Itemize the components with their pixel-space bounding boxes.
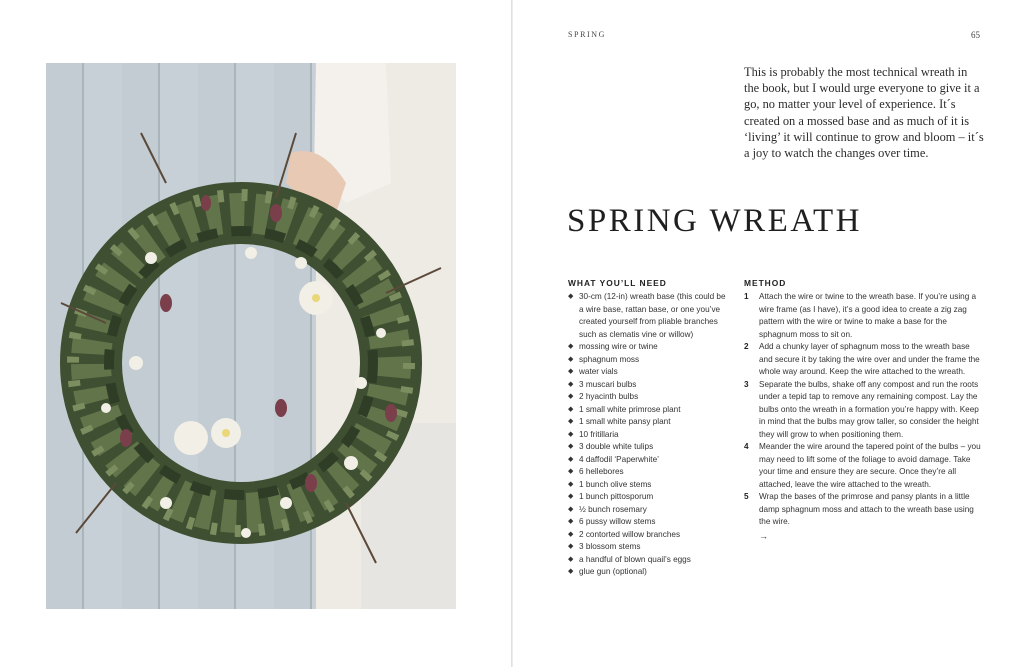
list-item-text: 1 bunch olive stems: [579, 479, 652, 489]
bullet-icon: ◆: [568, 430, 574, 438]
step-number: 1: [744, 292, 749, 301]
step-number: 5: [744, 492, 749, 501]
list-item: [568, 416, 728, 429]
list-item: [568, 566, 728, 579]
list-item-text: sphagnum moss: [579, 354, 640, 364]
list-item-text: water vials: [579, 367, 618, 376]
method-step: [744, 379, 984, 442]
list-item: [568, 291, 728, 341]
bullet-icon: ◆: [568, 468, 574, 475]
bullet-icon: ◆: [568, 393, 574, 400]
bullet-icon: ◆: [568, 443, 574, 450]
list-item-text: a handful of blown quail’s eggs: [579, 554, 691, 564]
page-gutter: [511, 0, 513, 667]
step-text: Separate the bulbs, shake off any compost and run the roots under a tepid tap to remove any remaining compost. Lay the bulbs onto the wreath in a formation you’re happy with. Keep in mind that the bulbs may grow taller, so consider the height they will grow to when positioning them.: [759, 379, 979, 439]
bullet-icon: ◆: [568, 293, 574, 300]
list-item-text: 1 small white primrose plant: [579, 404, 681, 414]
page-number: 65: [971, 30, 980, 40]
method-step: [744, 491, 984, 529]
list-item: [568, 354, 728, 367]
list-item: [568, 404, 728, 417]
bullet-icon: ◆: [568, 505, 574, 513]
list-item: [568, 491, 728, 504]
list-item: [568, 479, 728, 492]
intro-paragraph: This is probably the most technical wreath in the book, but I would urge everyone to give it a go, no matter your level of experience. It´s created on a mossed base and as much of it is ‘living’ it will continue to grow and bloom – it´s a joy to watch the changes over time.: [744, 65, 984, 161]
wreath-illustration: [46, 63, 456, 609]
method-heading: METHOD: [744, 278, 787, 288]
needs-list: [568, 291, 728, 579]
list-item-text: 1 small white pansy plant: [579, 417, 671, 426]
bullet-icon: ◆: [568, 405, 574, 413]
list-item: [568, 541, 728, 554]
bullet-icon: ◆: [568, 418, 574, 425]
bullet-icon: ◆: [568, 380, 574, 388]
list-item-text: glue gun (optional): [579, 567, 647, 576]
bullet-icon: ◆: [568, 455, 574, 463]
method-step: [744, 341, 984, 379]
running-head: SPRING: [568, 30, 607, 39]
list-item-text: 2 hyacinth bulbs: [579, 392, 639, 401]
step-text: Wrap the bases of the primrose and pansy plants in a little damp sphagnum moss and attach to the wreath base using the wire.: [759, 492, 974, 526]
list-item-text: 3 muscari bulbs: [579, 379, 637, 389]
continue-arrow-icon: →: [759, 530, 768, 541]
list-item-text: 3 double white tulips: [579, 442, 654, 451]
needs-heading: WHAT YOU’LL NEED: [568, 278, 667, 288]
list-item-text: 3 blossom stems: [579, 542, 641, 551]
list-item: [568, 366, 728, 379]
bullet-icon: ◆: [568, 343, 574, 350]
wreath-photo: [46, 63, 456, 609]
list-item-text: ½ bunch rosemary: [579, 504, 647, 514]
list-item-text: 30-cm (12-in) wreath base (this could be a wire base, rattan base, or one you’ve created yourself from pliable branches such as clematis vine or willow): [579, 292, 726, 339]
step-text: Meander the wire around the tapered point of the bulbs – you may need to lift some of the foliage to avoid damage. Take your time and ensure they are secure. Once they’re all attached, leave the wire attached to the wreath.: [759, 442, 981, 489]
list-item: [568, 454, 728, 467]
list-item-text: mossing wire or twine: [579, 342, 658, 351]
bullet-icon: ◆: [568, 568, 574, 575]
bullet-icon: ◆: [568, 555, 574, 563]
bullet-icon: ◆: [568, 480, 574, 488]
bullet-icon: ◆: [568, 543, 574, 550]
list-item-text: 6 hellebores: [579, 467, 624, 476]
step-number: 2: [744, 342, 749, 351]
method-step: [744, 441, 984, 491]
list-item: [568, 441, 728, 454]
list-item-text: 1 bunch pittosporum: [579, 492, 654, 501]
list-item-text: 10 fritillaria: [579, 429, 619, 439]
list-item: [568, 379, 728, 392]
list-item-text: 4 daffodil ‘Paperwhite’: [579, 454, 659, 464]
bullet-icon: ◆: [568, 355, 574, 363]
bullet-icon: ◆: [568, 518, 574, 525]
list-item: [568, 341, 728, 354]
step-number: 3: [744, 379, 749, 389]
step-text: Attach the wire or twine to the wreath base. If you’re using a wire frame (as I have), it’s a good idea to create a zig zag pattern with the wire or twine to make a base for the sphagnum moss to sit on.: [759, 292, 977, 339]
method-steps: [744, 291, 984, 529]
list-item: [568, 504, 728, 517]
list-item-text: 2 contorted willow branches: [579, 529, 681, 539]
needs-column: [568, 278, 728, 579]
page-title: SPRING WREATH: [567, 203, 863, 239]
method-step: [744, 291, 984, 341]
step-number: 4: [744, 442, 749, 451]
bullet-icon: ◆: [568, 530, 574, 538]
list-item: [568, 429, 728, 442]
list-item: [568, 529, 728, 542]
bullet-icon: ◆: [568, 368, 574, 375]
bullet-icon: ◆: [568, 493, 574, 500]
step-text: Add a chunky layer of sphagnum moss to the wreath base and secure it by taking the wire over and under the frame the whole way around. Keep the wire attached to the wreath.: [759, 342, 980, 376]
list-item: [568, 554, 728, 567]
list-item-text: 6 pussy willow stems: [579, 517, 656, 526]
list-item: [568, 516, 728, 529]
list-item: [568, 391, 728, 404]
method-column: [744, 278, 984, 541]
list-item: [568, 466, 728, 479]
